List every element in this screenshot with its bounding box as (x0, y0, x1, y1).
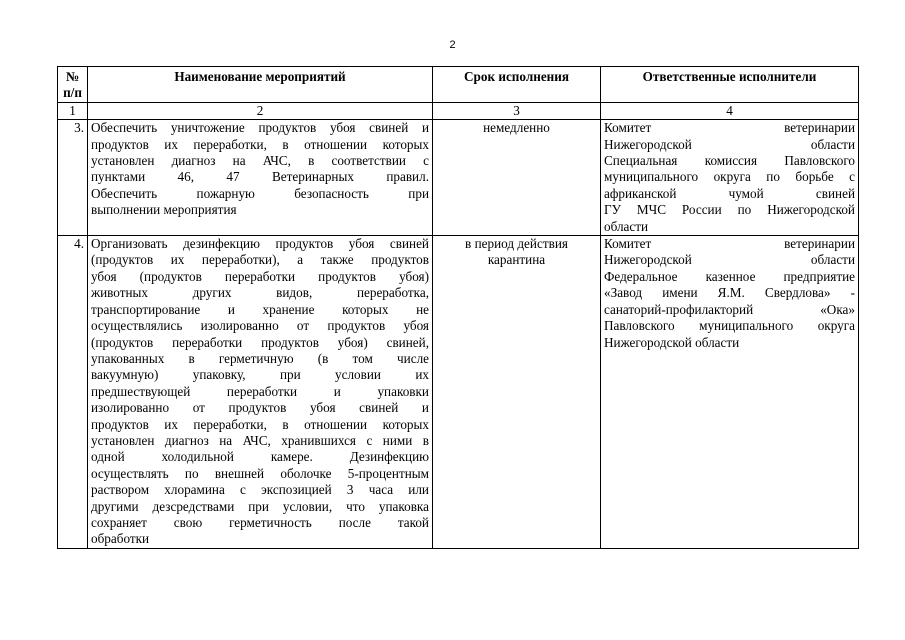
table-row (58, 236, 859, 549)
responsible-text-line: Комитет ветеринарии (604, 120, 855, 136)
activity-text-line: (продуктов переработки продуктов убоя) свиней, (91, 334, 429, 350)
row-index: 3. (58, 120, 88, 236)
activity-text-line: транспортирование и хранение которых не (91, 301, 429, 317)
header-deadline: Срок исполнения (433, 67, 601, 103)
activity-text (88, 120, 433, 236)
deadline-text (433, 120, 601, 236)
row-index: 4. (58, 236, 88, 549)
deadline-text-line: немедленно (483, 120, 550, 136)
activity-text-line: вакуумную) упаковку, при условии их (91, 367, 429, 383)
activity-text-line: одной холодильной камере. Дезинфекцию (91, 449, 429, 465)
activity-text-line: (продуктов их переработки), а также продуктов (91, 252, 429, 268)
responsible-text-line: Нижегородской области (604, 334, 740, 350)
responsible-text (601, 236, 859, 549)
responsible-text-line: Нижегородской области (604, 136, 855, 152)
activity-text-line: продуктов их переработки, в отношении которых (91, 136, 429, 152)
header-responsible: Ответственные исполнители (601, 67, 859, 103)
responsible-text-line: Комитет ветеринарии (604, 236, 855, 252)
activities-table (57, 66, 859, 549)
activity-text-line: сохраняет свою герметичность после такой (91, 514, 429, 530)
activity-text-line: обработки (91, 531, 150, 547)
header-num: № п/п (58, 67, 88, 103)
activity-text-line: продуктов их переработки, в отношении которых (91, 416, 429, 432)
activity-text-line: Организовать дезинфекцию продуктов убоя свиней (91, 236, 429, 252)
activity-text-line: упакованных в герметичную (в том числе (91, 350, 429, 366)
column-number: 4 (601, 102, 859, 119)
column-number-row (58, 102, 859, 119)
column-number: 3 (433, 102, 601, 119)
activity-text-line: установлен диагноз на АЧС, хранившихся с ними в (91, 432, 429, 448)
page-number: 2 (449, 39, 456, 51)
responsible-text-line: «Завод имени Я.М. Свердлова» - (604, 285, 855, 301)
column-number: 1 (58, 102, 88, 119)
activity-text (88, 236, 433, 549)
responsible-text-line: Нижегородской области (604, 252, 855, 268)
deadline-text-line: карантина (487, 252, 546, 268)
activity-text-line: убоя (продуктов переработки продуктов убоя) (91, 268, 429, 284)
responsible-text-line: санаторий-профилакторий «Ока» (604, 301, 855, 317)
deadline-text-line: в период действия (465, 236, 568, 252)
activity-text-line: осуществлялись изолированно от продуктов убоя (91, 318, 429, 334)
activity-text-line: осуществлять по внешней оболочке 5-процентным (91, 465, 429, 481)
responsible-text-line: Федеральное казенное предприятие (604, 268, 855, 284)
responsible-text-line: Павловского муниципального округа (604, 318, 855, 334)
deadline-text (433, 236, 601, 549)
responsible-text-line: области (604, 218, 649, 234)
activity-text-line: предшествующей переработки и упаковки (91, 383, 429, 399)
responsible-text (601, 120, 859, 236)
responsible-text-line: Специальная комиссия Павловского (604, 153, 855, 169)
responsible-text-line: муниципального округа по борьбе с (604, 169, 855, 185)
activity-text-line: животных других видов, переработка, (91, 285, 429, 301)
activity-text-line: Обеспечить пожарную безопасность при (91, 185, 429, 201)
responsible-text-line: ГУ МЧС России по Нижегородской (604, 202, 855, 218)
column-number: 2 (88, 102, 433, 119)
activity-text-line: другими дезсредствами при условии, что упаковка (91, 498, 429, 514)
table-header-row (58, 67, 859, 103)
activity-text-line: установлен диагноз на АЧС, в соответствии с (91, 153, 429, 169)
activity-text-line: выполнении мероприятия (91, 202, 237, 218)
activity-text-line: изолированно от продуктов убоя свиней и (91, 400, 429, 416)
responsible-text-line: африканской чумой свиней (604, 185, 855, 201)
table-row (58, 120, 859, 236)
activity-text-line: Обеспечить уничтожение продуктов убоя свиней и (91, 120, 429, 136)
activity-text-line: пунктами 46, 47 Ветеринарных правил. (91, 169, 429, 185)
activity-text-line: раствором хлорамина с экспозицией 3 часа или (91, 482, 429, 498)
header-activity: Наименование мероприятий (88, 67, 433, 103)
